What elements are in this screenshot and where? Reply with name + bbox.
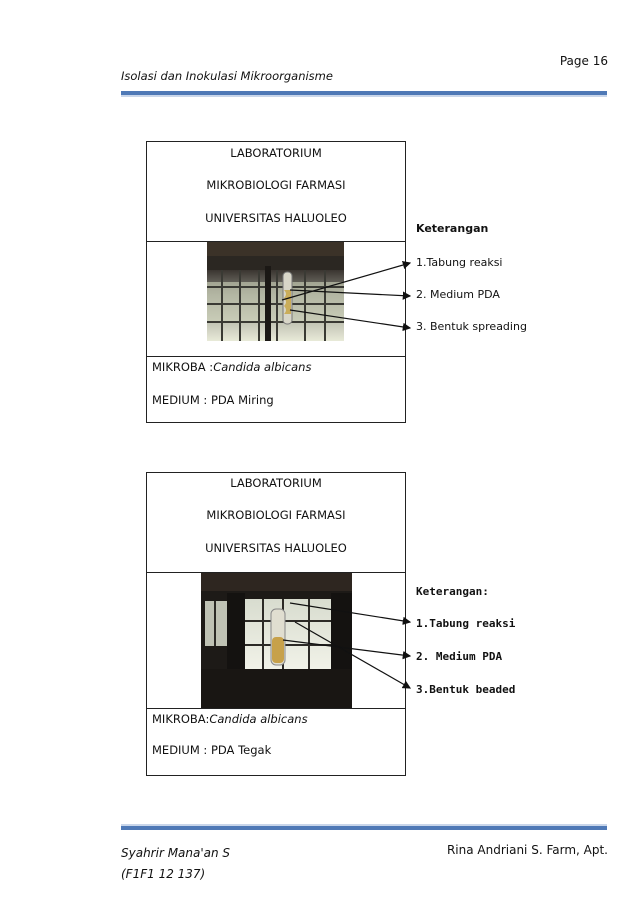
culture-photo-1 — [207, 242, 344, 341]
lab-department: MIKROBIOLOGI FARMASI — [206, 508, 346, 522]
lab-name: LABORATORIUM — [230, 146, 322, 160]
lab-name: LABORATORIUM — [230, 476, 322, 490]
lab-card-2 — [146, 472, 406, 776]
lab-heading — [147, 473, 405, 573]
running-header: Isolasi dan Inokulasi Mikroorganisme — [121, 69, 333, 83]
culture-photo-2 — [201, 573, 352, 708]
mikroba-label: MIKROBA: — [152, 712, 210, 726]
student-id: (F1F1 12 137) — [121, 867, 206, 881]
info-section — [147, 357, 405, 422]
mikroba-value: Candida albicans — [213, 360, 312, 374]
mikroba-line — [147, 360, 311, 374]
annotation-item: 2. Medium PDA — [416, 650, 503, 663]
annotation-item: 3. Bentuk spreading — [416, 320, 527, 333]
medium-line: MEDIUM : PDA Tegak — [152, 743, 272, 757]
lab-card-1 — [146, 141, 406, 423]
mikroba-line — [147, 712, 308, 726]
supervisor-name: Rina Andriani S. Farm, Apt. — [446, 843, 608, 857]
footer-rule — [121, 826, 607, 830]
footer-author-block — [121, 843, 230, 885]
annotation-item: 3.Bentuk beaded — [416, 683, 516, 696]
annotation-item: 2. Medium PDA — [416, 288, 500, 301]
photo-section — [147, 573, 405, 709]
mikroba-label: MIKROBA : — [152, 360, 214, 374]
lab-university: UNIVERSITAS HALUOLEO — [205, 541, 347, 555]
keterangan-title: Keterangan: — [416, 585, 489, 598]
header-rule — [121, 91, 607, 95]
author-name: Syahrir Mana'an S — [121, 846, 231, 860]
info-section — [147, 709, 405, 775]
mikroba-value: Candida albicans — [209, 712, 308, 726]
photo-section — [147, 242, 405, 357]
lab-heading — [147, 142, 405, 242]
medium-line: MEDIUM : PDA Miring — [152, 393, 274, 407]
annotation-item: 1.Tabung reaksi — [416, 256, 503, 269]
page-number: Page 16 — [559, 54, 608, 68]
lab-department: MIKROBIOLOGI FARMASI — [206, 178, 346, 192]
keterangan-title: Keterangan — [416, 222, 489, 235]
lab-university: UNIVERSITAS HALUOLEO — [205, 211, 347, 225]
annotation-item: 1.Tabung reaksi — [416, 617, 516, 630]
